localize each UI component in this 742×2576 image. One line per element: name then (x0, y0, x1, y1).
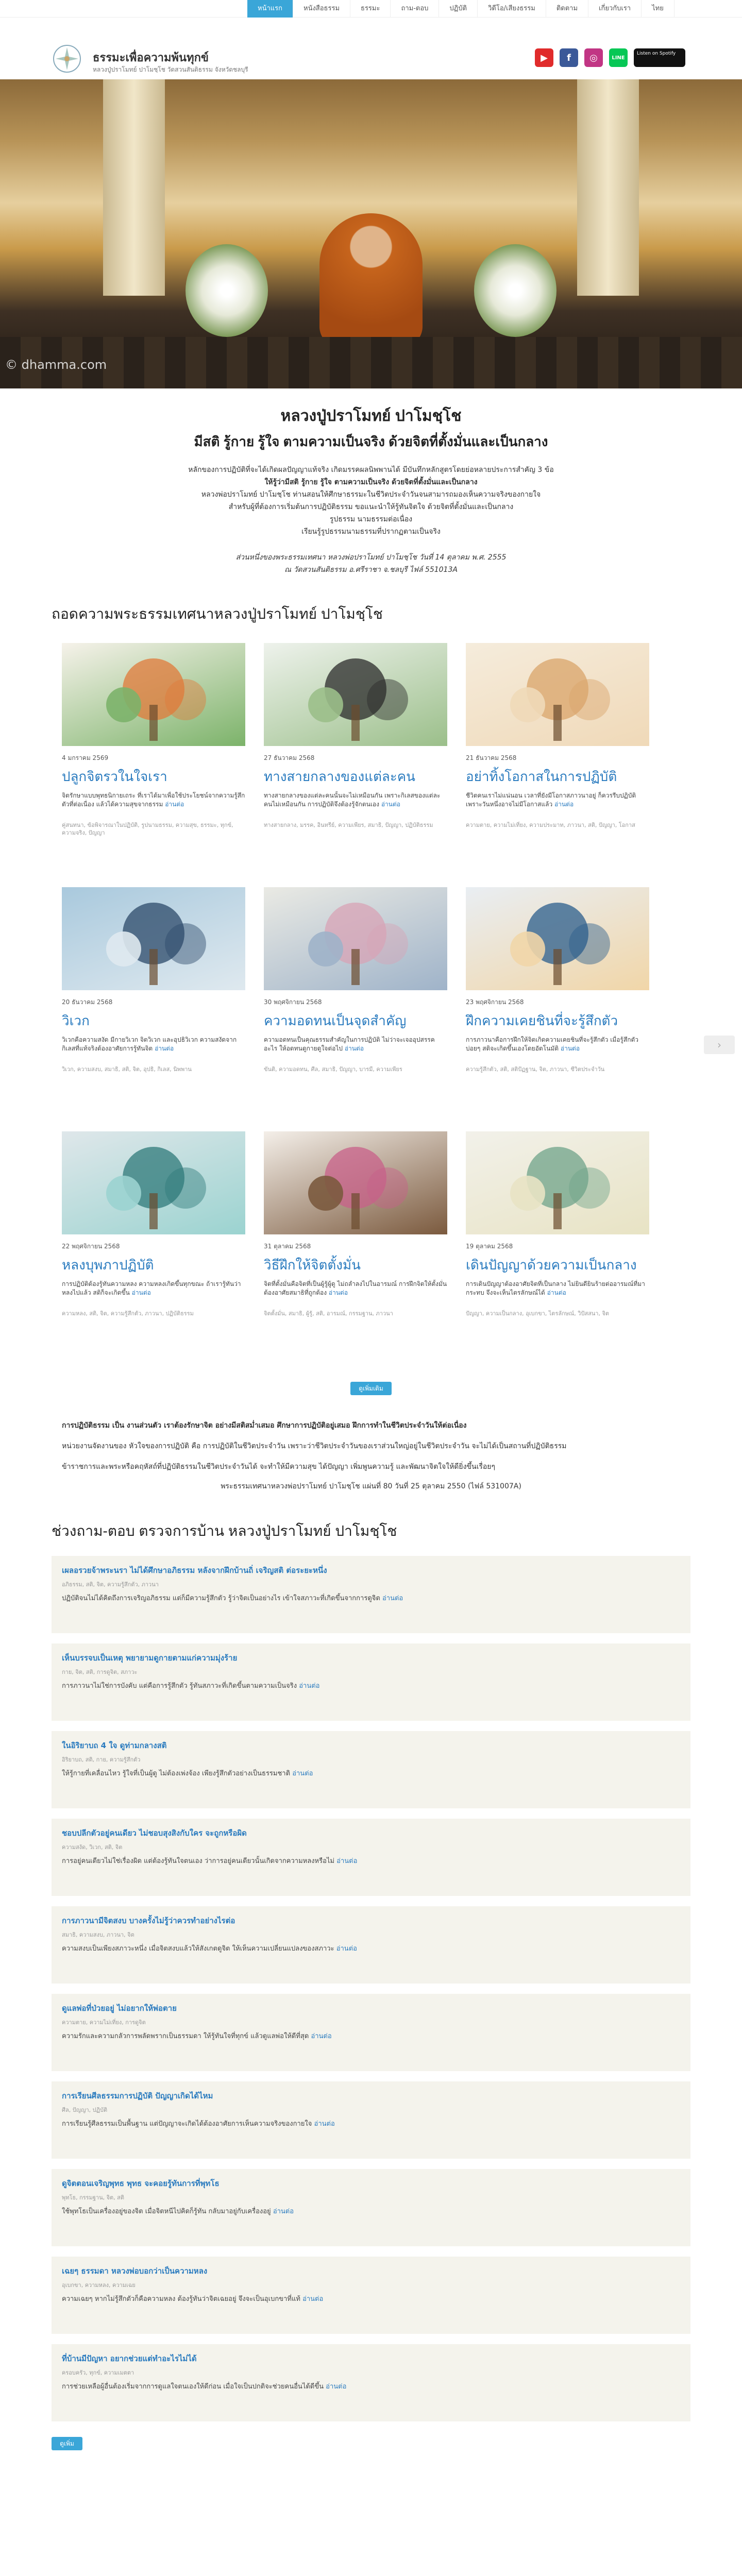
bio-line: สำหรับผู้ที่ต้องการเริ่มต้นการปฏิบัติธรรม ขอแนะนำให้รู้ทันจิตใจ ด้วยจิตที่ตั้งมั่นและเป็นกลาง (228, 503, 514, 511)
qa-read-more-link[interactable]: อ่านต่อ (314, 2120, 335, 2128)
talk-card[interactable] (62, 643, 245, 887)
qa-item (52, 1731, 690, 1808)
talk-excerpt (62, 791, 245, 818)
scroll-arrow-icon[interactable]: › (704, 1036, 735, 1054)
talk-card[interactable] (466, 1131, 649, 1376)
qa-answer-text: ปฏิบัติจนไม่ได้คิดถึงการเจริญอภิธรรม แต่ก็มีความรู้สึกตัว รู้ว่าจิตเป็นอย่างไร เข้าใจสภาวะที่เกิดขึ้นจากการดูจิต (62, 1595, 380, 1602)
talk-illustration (62, 643, 245, 746)
qa-answer-text: ความรักและความกลัวการพลัดพรากเป็นธรรมดา ให้รู้ทันใจที่ทุกข์ แล้วดูแลพ่อให้ดีที่สุด (62, 2032, 309, 2040)
talk-illustration (62, 1131, 245, 1234)
talk-title[interactable]: ความอดทนเป็นจุดสำคัญ (264, 1013, 407, 1028)
qa-answer-text: การเรียนรู้ศีลธรรมเป็นพื้นฐาน แต่ปัญญาจะเกิดได้ต้องอาศัยการเห็นความจริงของกายใจ (62, 2120, 312, 2128)
qa-tags: ครอบครัว, ทุกข์, ความเมตตา (62, 2369, 134, 2376)
nav-about[interactable]: เกี่ยวกับเรา (588, 0, 642, 18)
intro-source (52, 552, 690, 575)
hero-photo (0, 79, 742, 388)
notice-source: พระธรรมเทศนาหลวงพ่อปราโมทย์ ปาโมชฺโช แผ่นที่ 80 วันที่ 25 ตุลาคม 2550 (ไฟล์ 531007A) (221, 1482, 521, 1490)
excerpt-text: จิตรักษาแบบพุทธนิกายเถระ ที่เราได้มาเพื่อใช้ประโยชน์จากความรู้สึกตัวที่ต่อเนื่อง แล้วได้ความสุขจากธรรม (62, 792, 245, 808)
talk-title[interactable]: ฝึกความเคยชินที่จะรู้สึกตัว (466, 1013, 618, 1028)
talk-thumbnail[interactable] (62, 887, 245, 990)
qa-answer-excerpt (62, 2119, 680, 2129)
talk-title[interactable]: ทางสายกลางของแต่ละคน (264, 769, 415, 784)
qa-answer-text: การภาวนาไม่ใช่การบังคับ แต่คือการรู้สึกตัว รู้ทันสภาวะที่เกิดขึ้นตามความเป็นจริง (62, 1682, 297, 1690)
talk-card[interactable] (62, 1131, 245, 1376)
qa-answer-text: ความสงบเป็นเพียงสภาวะหนึ่ง เมื่อจิตสงบแล้วให้สังเกตดูจิต ให้เห็นความเปลี่ยนแปลงของสภาวะ (62, 1945, 334, 1953)
qa-tags: ความตาย, ความไม่เที่ยง, การดูจิต (62, 2019, 146, 2026)
notice-lead: การปฏิบัติธรรม เป็น งานส่วนตัว เราต้องรักษาจิต อย่างมีสติสม่ำเสมอ ศึกษาการปฏิบัติอยู่เสมอ ฝึกการทำในชีวิตประจำวันให้ต่อเนื่อง (62, 1421, 467, 1430)
qa-tags: อภิธรรม, สติ, จิต, ความรู้สึกตัว, ภาวนา (62, 1581, 159, 1588)
qa-tags: อิริยาบถ, สติ, กาย, ความรู้สึกตัว (62, 1756, 141, 1763)
qa-answer-excerpt (62, 1856, 680, 1866)
qa-tags: กาย, จิต, สติ, การดูจิต, สภาวะ (62, 1669, 138, 1675)
read-more-link[interactable]: อ่านต่อ (547, 1289, 566, 1296)
qa-read-more-link[interactable]: อ่านต่อ (326, 2383, 347, 2391)
talk-excerpt (466, 1036, 649, 1062)
talk-date: 30 พฤศจิกายน 2568 (264, 998, 322, 1006)
excerpt-text: ความอดทนเป็นคุณธรรมสำคัญในการปฏิบัติ ไม่ว่าจะเจออุปสรรคอะไร ให้อดทนดูกายดูใจต่อไป (264, 1036, 435, 1052)
social-links (535, 48, 685, 67)
talk-date: 4 มกราคม 2569 (62, 754, 109, 761)
talk-excerpt (466, 1280, 649, 1307)
talk-tags: ทางสายกลาง, มรรค, อินทรีย์, ความเพียร, สมาธิ, ปัญญา, ปฏิบัติธรรม (264, 822, 433, 828)
qa-read-more-link[interactable]: อ่านต่อ (302, 2295, 324, 2303)
nav-dhamma[interactable]: ธรรมะ (350, 0, 391, 18)
hero-flowers-right (474, 244, 556, 337)
hero-audience (0, 337, 742, 388)
read-more-link[interactable]: อ่านต่อ (165, 801, 184, 808)
site-title[interactable]: ธรรมะเพื่อความพ้นทุกข์ (93, 51, 209, 64)
qa-item (52, 2257, 690, 2334)
talk-illustration (264, 1131, 447, 1234)
qa-answer-text: การอยู่คนเดียวไม่ใช่เรื่องผิด แต่ต้องรู้ทันใจตนเอง ว่าการอยู่คนเดียวนั้นเกิดจากความหลงหรือไม่ (62, 1857, 334, 1865)
nav-media[interactable]: วิดีโอ/เสียงธรรม (478, 0, 546, 18)
talk-thumbnail[interactable] (264, 887, 447, 990)
qa-item (52, 1994, 690, 2071)
intro-section (0, 388, 742, 575)
talk-thumbnail[interactable] (62, 643, 245, 746)
qa-item (52, 1906, 690, 1984)
talk-card[interactable] (264, 643, 447, 887)
qa-read-more-link[interactable]: อ่านต่อ (336, 1945, 357, 1953)
qa-tags: อุเบกขา, ความหลง, ความเฉย (62, 2282, 136, 2289)
hero-pillar-left (103, 79, 165, 296)
read-more-link[interactable]: อ่านต่อ (131, 1289, 151, 1296)
excerpt-text: ชีวิตคนเราไม่แน่นอน เวลาที่ยังมีโอกาสภาวนาอยู่ ก็ควรรีบปฏิบัติ เพราะวันหนึ่งอาจไม่มีโอกาสแล้ว (466, 792, 636, 808)
qa-answer-excerpt (62, 1594, 680, 1603)
instagram-icon[interactable]: ◎ (584, 48, 603, 67)
talk-thumbnail[interactable] (466, 643, 649, 746)
talk-date: 19 ตุลาคม 2568 (466, 1243, 513, 1250)
talks-section-title: ถอดความพระธรรมเทศนาหลวงปู่ปราโมทย์ ปาโมชฺโช (52, 606, 383, 622)
source-line: ส่วนหนึ่งของพระธรรมเทศนา หลวงพ่อปราโมทย์ ปาโมชฺโช วันที่ 14 ตุลาคม พ.ศ. 2555 (235, 553, 507, 562)
talk-excerpt (62, 1280, 245, 1307)
talk-date: 22 พฤศจิกายน 2568 (62, 1243, 120, 1250)
bio-line: เรียนรู้รูปธรรมนามธรรมที่ปรากฏตามเป็นจริง (301, 528, 441, 536)
top-bar (0, 0, 742, 18)
excerpt-text: การปฏิบัติต้องรู้ทันความหลง ความหลงเกิดขึ้นทุกขณะ ถ้าเรารู้ทันว่าหลงไปแล้ว สติก็จะเกิดขึ้น (62, 1280, 241, 1296)
hero-watermark: © dhamma.com (5, 358, 107, 372)
notice-paragraph: ข้าราชการและพระหรือคฤหัสถ์ที่ปฏิบัติธรรมในชีวิตประจำวันได้ จะทำให้มีความสุข ได้ปัญญา เพิ่มพูนความรู้ และพัฒนาจิตใจให้ดียิ่งขึ้นเรื่อยๆ (62, 1463, 496, 1471)
talk-thumbnail[interactable] (264, 1131, 447, 1234)
notice-paragraph: หน่วยงานจัดงานของ หัวใจของการปฏิบัติ คือ การปฏิบัติในชีวิตประจำวัน เพราะว่าชีวิตประจำวันของเราส่วนใหญ่อยู่ในชีวิตประจำวัน จะไม่ได้เป็นสถานที่ปฏิบัติธรรม (62, 1442, 567, 1450)
qa-read-more-link[interactable]: อ่านต่อ (382, 1595, 403, 1602)
qa-answer-excerpt (62, 1769, 680, 1778)
qa-question-title[interactable]: ดูจิตตอนเจริญพุทธ พุทธ จะคอยรู้ทันการที่พุทโธ (62, 2179, 220, 2188)
qa-question-title[interactable]: เห็นบรรจบเป็นเหตุ พยายามดูกายตามแก่ความมุ่งร้าย (62, 1653, 238, 1663)
line-icon[interactable]: LINE (609, 48, 628, 67)
excerpt-text: จิตที่ตั้งมั่นคือจิตที่เป็นผู้รู้ผู้ดู ไม่ถลำลงไปในอารมณ์ การฝึกจิตให้ตั้งมั่นต้องอาศัยสมาธิที่ถูกต้อง (264, 1280, 447, 1296)
talk-illustration (264, 643, 447, 746)
qa-read-more-link[interactable]: อ่านต่อ (336, 1857, 358, 1865)
talks-grid (62, 643, 742, 1376)
read-more-link[interactable]: อ่านต่อ (381, 801, 400, 808)
talk-illustration (466, 1131, 649, 1234)
talk-date: 21 ธันวาคม 2568 (466, 754, 517, 761)
excerpt-text: วิเวกคือความสงัด มีกายวิเวก จิตวิเวก และอุปธิวิเวก ความสงัดจากกิเลสที่แท้จริงต้องอาศัยการรู้ทันจิต (62, 1036, 237, 1052)
qa-section-title: ช่วงถาม-ตอบ ตรวจการบ้าน หลวงปู่ปราโมทย์ ปาโมชฺโช (52, 1523, 397, 1539)
qa-answer-excerpt (62, 2207, 680, 2216)
talk-thumbnail[interactable] (62, 1131, 245, 1234)
talk-card[interactable] (466, 643, 649, 887)
read-more-link[interactable]: อ่านต่อ (344, 1045, 364, 1052)
talk-date: 27 ธันวาคม 2568 (264, 754, 315, 761)
qa-answer-text: ความเฉยๆ หากไม่รู้สึกตัวก็คือความหลง ต้องรู้ทันว่าจิตเฉยอยู่ จึงจะเป็นอุเบกขาที่แท้ (62, 2295, 300, 2303)
qa-read-more-link[interactable]: อ่านต่อ (311, 2032, 332, 2040)
qa-item (52, 2344, 690, 2421)
talk-date: 23 พฤศจิกายน 2568 (466, 998, 524, 1006)
talk-tags: ความรู้สึกตัว, สติ, สติปัฏฐาน, จิต, ภาวนา, ชีวิตประจำวัน (466, 1066, 605, 1073)
nav-home[interactable]: หน้าแรก (247, 0, 293, 18)
qa-answer-text: ใช้พุทโธเป็นเครื่องอยู่ของจิต เมื่อจิตหนีไปคิดก็รู้ทัน กลับมาอยู่กับเครื่องอยู่ (62, 2208, 271, 2215)
talk-thumbnail[interactable] (466, 887, 649, 990)
talk-tags: คู่สนทนา, ข้อพิจารณาในปฏิบัติ, รูปนามธรรม, ความสุข, ธรรมะ, ทุกข์, ความจริง, ปัญญา (62, 822, 233, 836)
hero-monk (319, 213, 423, 347)
talk-card[interactable] (466, 887, 649, 1131)
lotus-logo-icon[interactable] (52, 43, 82, 74)
talk-tags: ความหลง, สติ, จิต, ความรู้สึกตัว, ภาวนา, ปฏิบัติธรรม (62, 1310, 194, 1317)
bio-line: หลักของการปฏิบัติที่จะได้เกิดผลปัญญาแท้จริง เกิดมรรคผลนิพพานได้ มีบันทึกหลักสูตรโดยย่อหลายประการสำคัญ 3 ข้อ (188, 466, 554, 474)
practice-notice (62, 1420, 680, 1492)
intro-bio (52, 465, 690, 537)
talk-excerpt (264, 1280, 447, 1307)
talk-card[interactable] (264, 887, 447, 1131)
talk-thumbnail[interactable] (466, 1131, 649, 1234)
talk-title[interactable]: ปลูกจิตรวในใจเรา (62, 769, 167, 784)
qa-item (52, 1819, 690, 1896)
qa-answer-excerpt (62, 2382, 680, 2392)
qa-item (52, 2169, 690, 2246)
qa-answer-excerpt (62, 2294, 680, 2304)
talk-title[interactable]: หลงบุพภาปฏิบัติ (62, 1257, 154, 1273)
talk-tags: ปัญญา, ความเป็นกลาง, อุเบกขา, ไตรลักษณ์, วิปัสสนา, จิต (466, 1310, 610, 1317)
hero-pillar-right (577, 79, 639, 296)
talk-illustration (264, 887, 447, 990)
qa-item (52, 1556, 690, 1633)
read-more-link[interactable]: อ่านต่อ (328, 1289, 348, 1296)
nav-practice[interactable]: ปฏิบัติ (439, 0, 478, 18)
qa-question-title[interactable]: การเรียนศีลธรรมการปฏิบัติ ปัญญาเกิดได้ไหม (62, 2091, 213, 2100)
source-line: ณ วัดสวนสันติธรรม อ.ศรีราชา จ.ชลบุรี ไฟล์ 551013A (284, 566, 458, 574)
talk-tags: ขันติ, ความอดทน, ศีล, สมาธิ, ปัญญา, บารมี, ความเพียร (264, 1066, 402, 1073)
qa-more-button[interactable]: ดูเพิ่ม (52, 2437, 82, 2450)
talks-more-button[interactable]: ดูเพิ่มเติม (350, 1382, 392, 1395)
qa-answer-text: ให้รู้กายที่เคลื่อนไหว รู้ใจที่เป็นผู้ดู ไม่ต้องเพ่งจ้อง เพียงรู้สึกตัวอย่างเป็นธรรมชาติ (62, 1770, 291, 1777)
qa-answer-excerpt (62, 2031, 680, 2041)
qa-question-title[interactable]: เผลอรวยจ้าพระนรา ไม่ได้ศึกษาอภิธรรม หลังจากฝึกบ้านถิ่ เจริญสติ ต่อระยะหนึ่ง (62, 1566, 327, 1575)
talk-card[interactable] (62, 887, 245, 1131)
talk-date: 31 ตุลาคม 2568 (264, 1243, 311, 1250)
qa-question-title[interactable]: เฉยๆ ธรรมดา หลวงพ่อบอกว่าเป็นความหลง (62, 2266, 208, 2276)
qa-question-title[interactable]: ดูแลพ่อที่ป่วยอยู่ ไม่อยากให้พ่อตาย (62, 2004, 177, 2013)
nav-books[interactable]: หนังสือธรรม (293, 0, 350, 18)
bio-line: หลวงพ่อปราโมทย์ ปาโมชฺโช ท่านสอนให้ศึกษาธรรมะในชีวิตประจำวันจนสามารถมองเห็นความจริงของกายใจ (201, 490, 541, 499)
nav-follow[interactable]: ติดตาม (546, 0, 588, 18)
spotify-badge[interactable]: Listen on Spotify (634, 48, 685, 67)
talk-excerpt (62, 1036, 245, 1062)
talk-date: 20 ธันวาคม 2568 (62, 998, 113, 1006)
talk-excerpt (264, 1036, 447, 1062)
read-more-link[interactable]: อ่านต่อ (155, 1045, 174, 1052)
qa-read-more-link[interactable]: อ่านต่อ (273, 2208, 294, 2215)
qa-tags: ศีล, ปัญญา, ปฏิบัติ (62, 2107, 108, 2113)
qa-read-more-link[interactable]: อ่านต่อ (292, 1770, 313, 1777)
nav-qa[interactable]: ถาม-ตอบ (391, 0, 439, 18)
site-header (0, 18, 742, 79)
site-tagline: หลวงปู่ปราโมทย์ ปาโมชฺโช วัดสวนสันติธรรม จังหวัดชลบุรี (93, 66, 248, 73)
talk-excerpt (264, 791, 447, 818)
facebook-icon[interactable]: f (560, 48, 578, 67)
qa-answer-excerpt (62, 1681, 680, 1691)
qa-tags: สมาธิ, ความสงบ, ภาวนา, จิต (62, 1931, 134, 1938)
teacher-name: หลวงปู่ปราโมทย์ ปาโมชฺโช (280, 408, 462, 425)
qa-read-more-link[interactable]: อ่านต่อ (299, 1682, 320, 1690)
talk-title[interactable]: วิเวก (62, 1013, 90, 1028)
excerpt-text: การภาวนาคือการฝึกให้จิตเกิดความเคยชินที่จะรู้สึกตัว เมื่อรู้สึกตัวบ่อยๆ สติจะเกิดขึ้นเองโดยอัตโนมัติ (466, 1036, 638, 1052)
talk-illustration (466, 887, 649, 990)
talk-title[interactable]: เดินปัญญาด้วยความเป็นกลาง (466, 1257, 637, 1273)
qa-item (52, 2081, 690, 2159)
qa-question-title[interactable]: การภาวนามีจิตสงบ บางครั้งไม่รู้ว่าควรทำอย่างไรต่อ (62, 1916, 235, 1925)
bio-line: ให้รู้ว่ามีสติ รู้กาย รู้ใจ ตามความเป็นจริง ด้วยจิตที่ตั้งมั่นและเป็นกลาง (264, 478, 478, 486)
read-more-link[interactable]: อ่านต่อ (554, 801, 574, 808)
language-selector[interactable]: ไทย (642, 0, 674, 18)
bio-line: รูปธรรม นามธรรมต่อเนื่อง (329, 515, 413, 523)
excerpt-text: ทางสายกลางของแต่ละคนนั้นจะไม่เหมือนกัน เพราะกิเลสของแต่ละคนไม่เหมือนกัน การปฏิบัติจึงต้องรู้จักตนเอง (264, 792, 441, 808)
talk-excerpt (466, 791, 649, 818)
qa-question-title[interactable]: ในอิริยาบถ 4 ใจ ดูท่ามกลางสติ (62, 1741, 167, 1750)
read-more-link[interactable]: อ่านต่อ (560, 1045, 580, 1052)
qa-question-title[interactable]: ที่บ้านมีปัญหา อยากช่วยแต่ทำอะไรไม่ได้ (62, 2354, 197, 2363)
talk-tags: จิตตั้งมั่น, สมาธิ, ผู้รู้, สติ, อารมณ์, กรรมฐาน, ภาวนา (264, 1310, 393, 1317)
talk-tags: วิเวก, ความสงบ, สมาธิ, สติ, จิต, อุปธิ, กิเลส, นิพพาน (62, 1066, 192, 1073)
qa-tags: พุทโธ, กรรมฐาน, จิต, สติ (62, 2194, 125, 2201)
qa-tags: ความสงัด, วิเวก, สติ, จิต (62, 1844, 123, 1851)
qa-answer-excerpt (62, 1944, 680, 1954)
talk-tags: ความตาย, ความไม่เที่ยง, ความประมาท, ภาวนา, สติ, ปัญญา, โอกาส (466, 822, 635, 828)
talk-illustration (62, 887, 245, 990)
talk-card[interactable] (264, 1131, 447, 1376)
main-nav (247, 0, 674, 18)
talk-illustration (466, 643, 649, 746)
talk-title[interactable]: อย่าทิ้งโอกาสในการปฏิบัติ (466, 769, 617, 784)
qa-item (52, 1643, 690, 1721)
talk-title[interactable]: วิธีฝึกให้จิตตั้งมั่น (264, 1257, 361, 1273)
qa-answer-text: การช่วยเหลือผู้อื่นต้องเริ่มจากการดูแลใจตนเองให้ดีก่อน เมื่อใจเป็นปกติจะช่วยคนอื่นได้ดีขึ้น (62, 2383, 324, 2391)
youtube-icon[interactable]: ▶ (535, 48, 553, 67)
qa-list (52, 1556, 690, 2421)
qa-question-title[interactable]: ชอบปลีกตัวอยู่คนเดียว ไม่ชอบสุงสิงกับใคร จะถูกหรือผิด (62, 1828, 247, 1838)
excerpt-text: การเดินปัญญาต้องอาศัยจิตที่เป็นกลาง ไม่ยินดียินร้ายต่ออารมณ์ที่มากระทบ จึงจะเห็นไตรลักษณ์ได้ (466, 1280, 645, 1296)
talk-thumbnail[interactable] (264, 643, 447, 746)
teaching-tagline: มีสติ รู้กาย รู้ใจ ตามความเป็นจริง ด้วยจิตที่ตั้งมั่นและเป็นกลาง (194, 434, 548, 449)
hero-flowers-left (185, 244, 268, 337)
